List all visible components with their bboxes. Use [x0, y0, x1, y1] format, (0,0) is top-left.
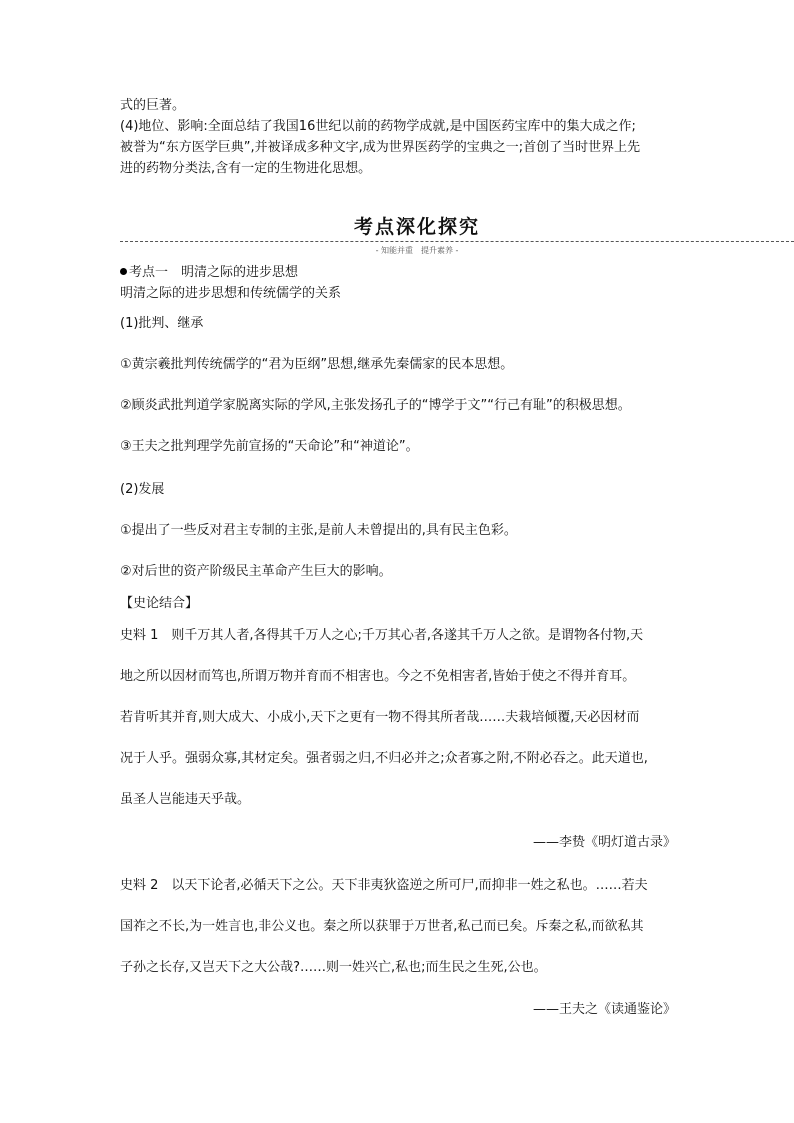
section-subtitle: - 知能并重 提升素养 -: [375, 246, 459, 255]
history-heading: 【史论结合】: [120, 596, 199, 611]
source-line: 子孙之长存,又岂天下之大公哉?……则一姓兴亡,私也;而生民之生死,公也。: [120, 960, 547, 975]
intro-line: (4)地位、影响:全面总结了我国16世纪以前的药物学成就,是中国医药宝库中的集大成之作;: [120, 119, 636, 134]
source-line: 地之所以因材而笃也,所谓万物并育而不相害也。今之不免相害者,皆始于使之不得并育耳。: [120, 669, 636, 684]
point-heading: [120, 265, 298, 281]
section-header: [120, 214, 794, 262]
point-subtitle: 明清之际的进步思想和传统儒学的关系: [120, 286, 342, 301]
source-attribution: ——李贽《明灯道古录》: [532, 835, 676, 850]
section-title: 考点深化探究: [353, 216, 480, 238]
point-label: 考点一 明清之际的进步思想: [129, 265, 299, 280]
list-item: ②顾炎武批判道学家脱离实际的学风,主张发扬孔子的“博学于文”“行己有耻”的积极思想。: [120, 398, 631, 413]
source-line: 若肯听其并育,则大成大、小成小,天下之更有一物不得其所者哉……夫栽培倾覆,天必因材而: [120, 710, 640, 725]
part-heading: (1)批判、继承: [120, 316, 204, 331]
intro-line: 式的巨著。: [120, 98, 186, 113]
bullet-icon: [120, 268, 127, 275]
section-divider: [120, 241, 794, 242]
source-line: 史料 2 以天下论者,必循天下之公。天下非夷狄盗逆之所可尸,而抑非一姓之私也。……若夫: [120, 878, 648, 893]
list-item: ①黄宗羲批判传统儒学的“君为臣纲”思想,继承先秦儒家的民本思想。: [120, 357, 514, 372]
source-line: 况于人乎。强弱众寡,其材定矣。强者弱之归,不归必并之;众者寡之附,不附必吞之。此天道也,: [120, 751, 648, 766]
source-attribution: ——王夫之《读通鉴论》: [532, 1002, 676, 1017]
source-line: 史料 1 则千万其人者,各得其千万人之心;千万其心者,各遂其千万人之欲。是谓物各付物,天: [120, 628, 644, 643]
intro-line: 被誉为“东方医学巨典”,并被译成多种文字,成为世界医药学的宝典之一;首创了当时世界上先: [120, 140, 641, 155]
list-item: ③王夫之批判理学先前宣扬的“天命论”和“神道论”。: [120, 439, 419, 454]
source-line: 国祚之不长,为一姓言也,非公义也。秦之所以获罪于万世者,私己而已矣。斥秦之私,而欲私其: [120, 919, 644, 934]
list-item: ②对后世的资产阶级民主革命产生巨大的影响。: [120, 564, 392, 579]
part-heading: (2)发展: [120, 482, 165, 497]
list-item: ①提出了一些反对君主专制的主张,是前人未曾提出的,具有民主色彩。: [120, 523, 517, 538]
source-line: 虽圣人岂能违天乎哉。: [120, 792, 251, 807]
intro-line: 进的药物分类法,含有一定的生物进化思想。: [120, 161, 372, 176]
